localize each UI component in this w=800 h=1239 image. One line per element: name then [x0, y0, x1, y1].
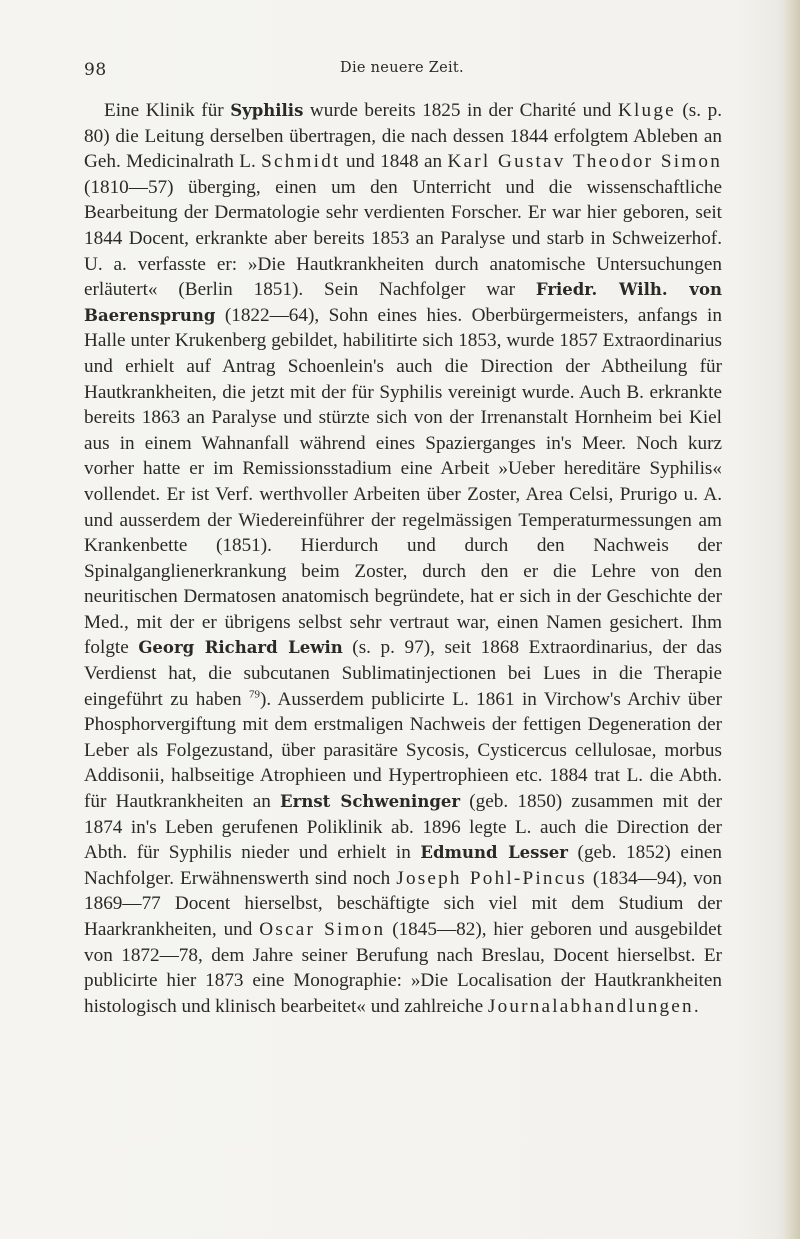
text-run: (s. p. 97), seit 1868 Extraordinarius, der das Verdienst hat, die subcutanen Sublimatinjectionen bei Lues in die Therapie eingeführt zu haben [84, 637, 722, 710]
person-lesser: Edmund Lesser [420, 843, 568, 863]
page-number: 98 [84, 60, 107, 80]
body-paragraph [84, 98, 722, 1019]
person-kluge: Kluge [617, 100, 676, 121]
text-run: (s. p. 80) die Leitung derselben übertragen, die nach dessen 1844 erfolgtem Ableben an Geh. Medicinalrath L. [84, 100, 723, 173]
page-header [84, 60, 720, 84]
text-run: Eine Klinik für [104, 100, 231, 121]
text-run: (1845—82), hier geboren und ausgebildet von 1872—78, dem Jahre seiner Berufung nach Breslau, Docent hierselbst. Er publicirte hier 1873 eine Monographie: »Die Localisation der Hautkrankheiten histologisch und klinisch bearbeitet« und zahlreiche [84, 919, 722, 1017]
term-syphilis: Syphilis [230, 101, 304, 120]
text-run: wurde bereits 1825 in der Charité und [303, 100, 618, 121]
text-run: und 1848 an [340, 151, 448, 173]
footnote-ref: 79 [249, 688, 261, 701]
text-run: (1834—94), von 1869—77 Docent hierselbst, beschäftigte sich viel mit dem Studium der Haarkrankheiten, und [84, 867, 722, 940]
page-edge [784, 0, 800, 1239]
text-run: . [693, 995, 699, 1017]
person-schmidt: Schmidt [261, 151, 341, 173]
text-run: (1810—57) überging, einen um den Unterricht und die wissenschaftliche Bearbeitung der Dermatologie sehr verdienten Forscher. Er war hier geboren, seit 1844 Docent, erkrankte aber bereits 1853 an Paralyse und starb in Schweizerhof. U. a. verfasste er: »Die Hautkrankheiten durch anatomische Untersuchungen erläutert« (Berlin 1851). Sein Nachfolger war [84, 176, 722, 301]
text-run: (geb. 1850) zusammen mit der 1874 in's Leben gerufenen Poliklinik ab. 1896 legte L. auch die Direction der Abth. für Syphilis nieder und erhielt in [84, 791, 723, 864]
text-run: (geb. 1852) einen Nachfolger. Erwähnenswerth sind noch [84, 842, 722, 889]
running-title: Die neuere Zeit. [340, 60, 464, 76]
person-oscar-simon: Oscar Simon [259, 919, 386, 940]
person-pohl-pincus: Joseph Pohl-Pincus [396, 867, 587, 889]
person-simon: Karl Gustav Theodor Simon [447, 151, 722, 173]
person-lewin: Georg Richard Lewin [138, 638, 343, 658]
person-baerensprung: Friedr. Wilh. von Baerensprung [84, 280, 722, 325]
person-schweninger: Ernst Schweninger [280, 792, 461, 812]
text-run: (1822—64), Sohn eines hies. Oberbürgermeisters, anfangs in Halle unter Krukenberg gebildet, habilitirte sich 1853, wurde 1857 Extraordinarius und erhielt auf Antrag Schoenlein's auch die Direction der Abtheilung für Hautkrankheiten, die jetzt mit der für Syphilis vereinigt wurde. Auch B. erkrankte bereits 1863 an Paralyse und stürzte sich von der Irrenanstalt Hornheim bei Kiel aus in einem Wahnanfall während eines Spazierganges in's Meer. Noch kurz vorher hatte er im Remissionsstadium eine Arbeit »Ueber hereditäre Syphilis« vollendet. Er ist Verf. werthvoller Arbeiten über Zoster, Area Celsi, Prurigo u. A. und ausserdem der Wiedereinführer der regelmässigen Temperaturmessungen am Krankenbette (1851). Hierdurch und durch den Nachweis der Spinalganglienerkrankung beim Zoster, durch den er die Lehre von den neuritischen Dermatosen anatomisch begründete, hat er sich in der Geschichte der Med., mit der er übrigens selbst sehr vertraut war, einen Namen gesichert. Ihm folgte [84, 304, 722, 659]
text-run: ). Ausserdem publicirte L. 1861 in Virchow's Archiv über Phosphorvergiftung mit dem erstmaligen Nachweis der fettigen Degeneration der Leber als Folgezustand, über parasitäre Sycosis, Cysticercus cellulosae, morbus Addisonii, halbseitige Atrophieen und Hypertrophieen etc. 1884 trat L. die Abth. für Hautkrankheiten an [84, 688, 722, 813]
term-journalabhandlungen: Journalabhandlungen [487, 995, 694, 1017]
